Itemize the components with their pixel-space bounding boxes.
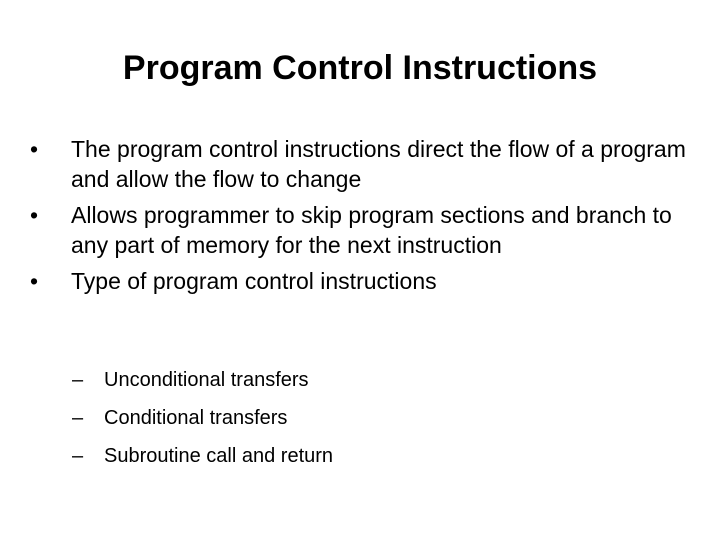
slide-title: Program Control Instructions [122,49,598,87]
bullet-item [30,200,690,260]
bullet-text: Allows programmer to skip program sections and branch to any part of memory for the next instruction [71,202,672,258]
dash-marker: – [72,445,84,467]
bullet-marker: • [30,136,39,162]
bullet-item [30,266,690,296]
sub-bullet-text: Unconditional transfers [104,369,309,391]
dash-marker: – [72,407,84,429]
sub-bullet-list [72,368,672,482]
bullet-marker: • [30,268,39,294]
bullet-text: Type of program control instructions [71,268,437,294]
bullet-list [30,134,690,302]
dash-marker: – [72,369,84,391]
sub-bullet-item [72,444,672,468]
bullet-item [30,134,690,194]
sub-bullet-item [72,368,672,392]
sub-bullet-item [72,406,672,430]
sub-bullet-text: Conditional transfers [104,407,288,429]
sub-bullet-text: Subroutine call and return [104,445,334,467]
bullet-text: The program control instructions direct the flow of a program and allow the flow to change [71,136,686,192]
bullet-marker: • [30,202,39,228]
